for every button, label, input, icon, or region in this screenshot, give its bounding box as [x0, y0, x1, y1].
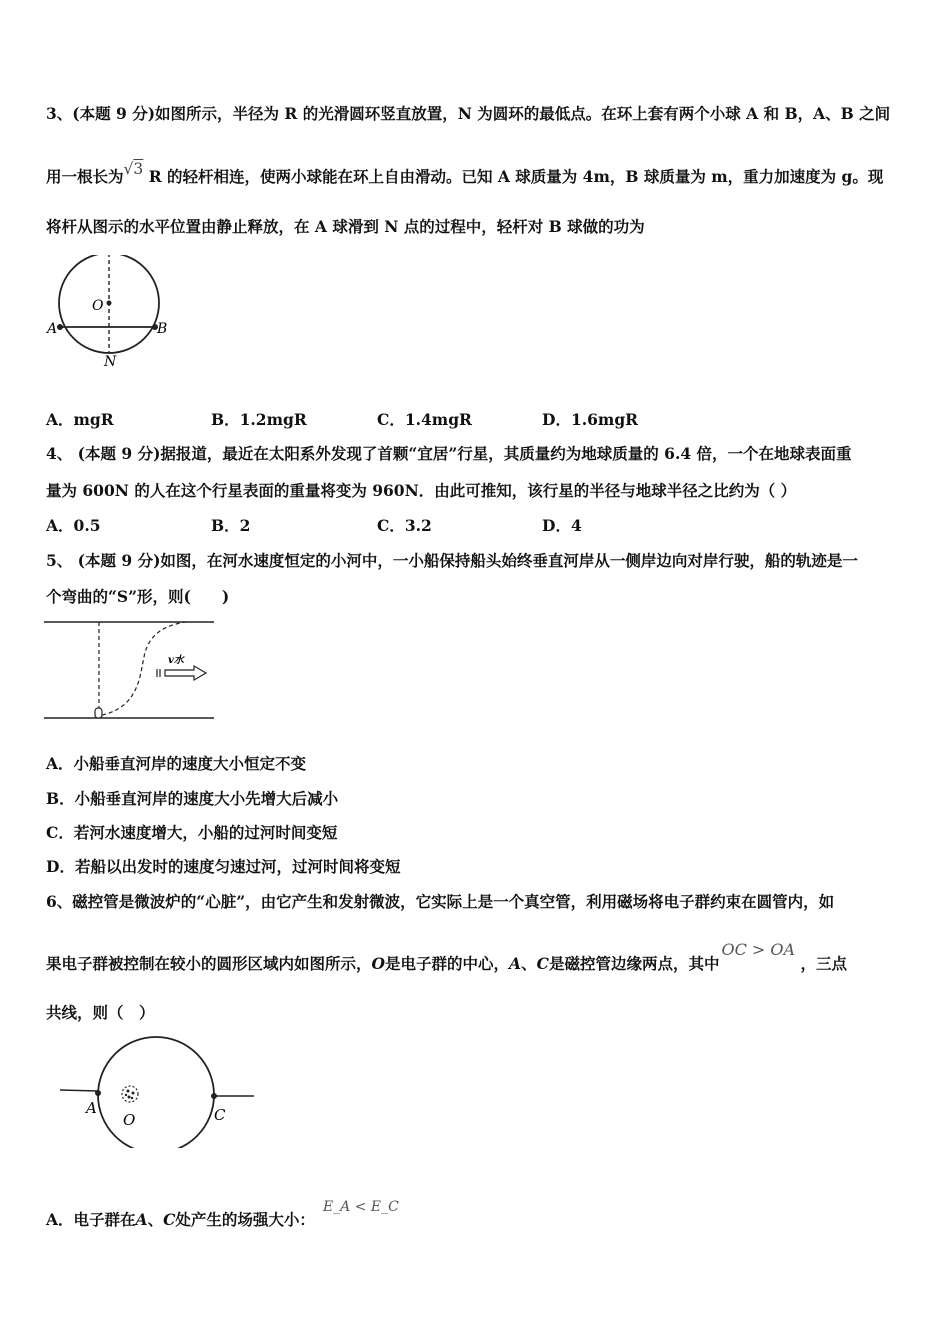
label-n: N: [104, 354, 117, 370]
q5-option-d[interactable]: D．若船以出发时的速度匀速过河，过河时间将变短: [46, 857, 401, 876]
q6-opta-a: A: [135, 1210, 148, 1229]
point-a: [95, 1090, 101, 1096]
q5-figure-river-diagram: [44, 615, 219, 725]
q6-inequality: OC > OA: [721, 940, 796, 959]
q3-line1: 3、(本题 9 分)如图所示，半径为 R 的光滑圆环竖直放置，N 为圆环的最低点。在环上套有两个小球 A 和 B，A、B 之间: [46, 104, 891, 123]
ball-a: [57, 324, 63, 330]
center-o: [107, 301, 112, 306]
q3-figure-circle-diagram: [45, 255, 175, 370]
q5-line2: 个弯曲的“S”形，则( ): [46, 587, 230, 606]
sqrt-number: 3: [133, 160, 144, 178]
q6-opta-c: C: [163, 1210, 176, 1229]
q6-a: A: [509, 954, 522, 973]
q6-line2-c: 是磁控管边缘两点，其中: [548, 954, 720, 973]
velocity-label: v水: [168, 655, 184, 666]
q6-option-a[interactable]: [46, 1199, 399, 1230]
q3-option-d[interactable]: D．1.6mgR: [542, 410, 639, 429]
label-a: A: [86, 1099, 97, 1117]
q6-o: O: [371, 954, 386, 973]
electron-cloud-icon: [122, 1086, 138, 1102]
s-shaped-trajectory: [102, 622, 186, 715]
q4-line2: 量为 600N 的人在这个行星表面的重量将变为 960N．由此可推知，该行星的半径与地球半径之比约为（ ）: [46, 481, 797, 500]
label-o: O: [123, 1111, 136, 1129]
q6-opta-pre: A．电子群在: [46, 1210, 136, 1229]
sqrt-symbol: √3: [123, 160, 144, 178]
q3-line2-pre: 用一根长为: [46, 167, 124, 186]
q3-option-a[interactable]: A．mgR: [46, 410, 114, 429]
q6-line3: 共线，则（ ）: [46, 1003, 155, 1022]
q4-line1: 4、 (本题 9 分)据报道，最近在太阳系外发现了首颗“宜居”行星，其质量约为地球质量的 6.4 倍，一个在地球表面重: [46, 444, 852, 463]
q6-line2: [46, 940, 847, 974]
q3-line3: 将杆从图示的水平位置由静止释放，在 A 球滑到 N 点的过程中，轻杆对 B 球做的功为: [46, 217, 645, 236]
q3-line2-post: R 的轻杆相连，使两小球能在环上自由滑动。已知 A 球质量为 4m，B 球质量为 m，重力加速度为 g。现: [148, 167, 884, 186]
q6-sep: 、: [521, 954, 537, 973]
magnetron-circle: [98, 1037, 214, 1148]
q4-option-a[interactable]: A．0.5: [46, 516, 101, 535]
q3-option-b[interactable]: B．1.2mgR: [211, 410, 307, 429]
q6-opta-sep: 、: [147, 1210, 164, 1229]
q5-line1: 5、 (本题 9 分)如图，在河水速度恒定的小河中，一小船保持船头始终垂直河岸从一侧岸边向对岸行驶，船的轨迹是一: [46, 551, 858, 570]
q6-line2-b: 是电子群的中心，: [385, 954, 510, 973]
q5-option-c[interactable]: C．若河水速度增大，小船的过河时间变短: [46, 823, 338, 842]
q5-option-b[interactable]: B．小船垂直河岸的速度大小先增大后减小: [46, 789, 339, 808]
label-o: O: [92, 298, 104, 314]
q3-line2: [46, 160, 884, 187]
q6-c: C: [536, 954, 549, 973]
q4-option-d[interactable]: D．4: [542, 516, 582, 535]
q4-option-b[interactable]: B．2: [211, 516, 251, 535]
label-c: C: [214, 1106, 226, 1124]
q6-line2-d: ，三点: [800, 954, 847, 973]
q5-option-a[interactable]: A．小船垂直河岸的速度大小恒定不变: [46, 754, 307, 773]
lead-left: [60, 1090, 98, 1091]
flow-arrow-icon: [165, 666, 206, 680]
q6-opta-post: 处产生的场强大小：: [175, 1210, 315, 1229]
q6-figure-magnetron-diagram: [58, 1033, 258, 1148]
q3-option-c[interactable]: C．1.4mgR: [377, 410, 472, 429]
point-c: [211, 1093, 217, 1099]
q6-opta-math: E_A < E_C: [322, 1199, 399, 1215]
q4-option-c[interactable]: C．3.2: [377, 516, 432, 535]
q6-line1: 6、磁控管是微波炉的“心脏”，由它产生和发射微波，它实际上是一个真空管，利用磁场将电子群约束在圆管内，如: [46, 892, 835, 911]
q6-line2-a: 果电子群被控制在较小的圆形区域内如图所示，: [46, 954, 372, 973]
label-a: A: [47, 321, 58, 337]
boat-icon: [95, 708, 102, 718]
label-b: B: [157, 321, 168, 337]
